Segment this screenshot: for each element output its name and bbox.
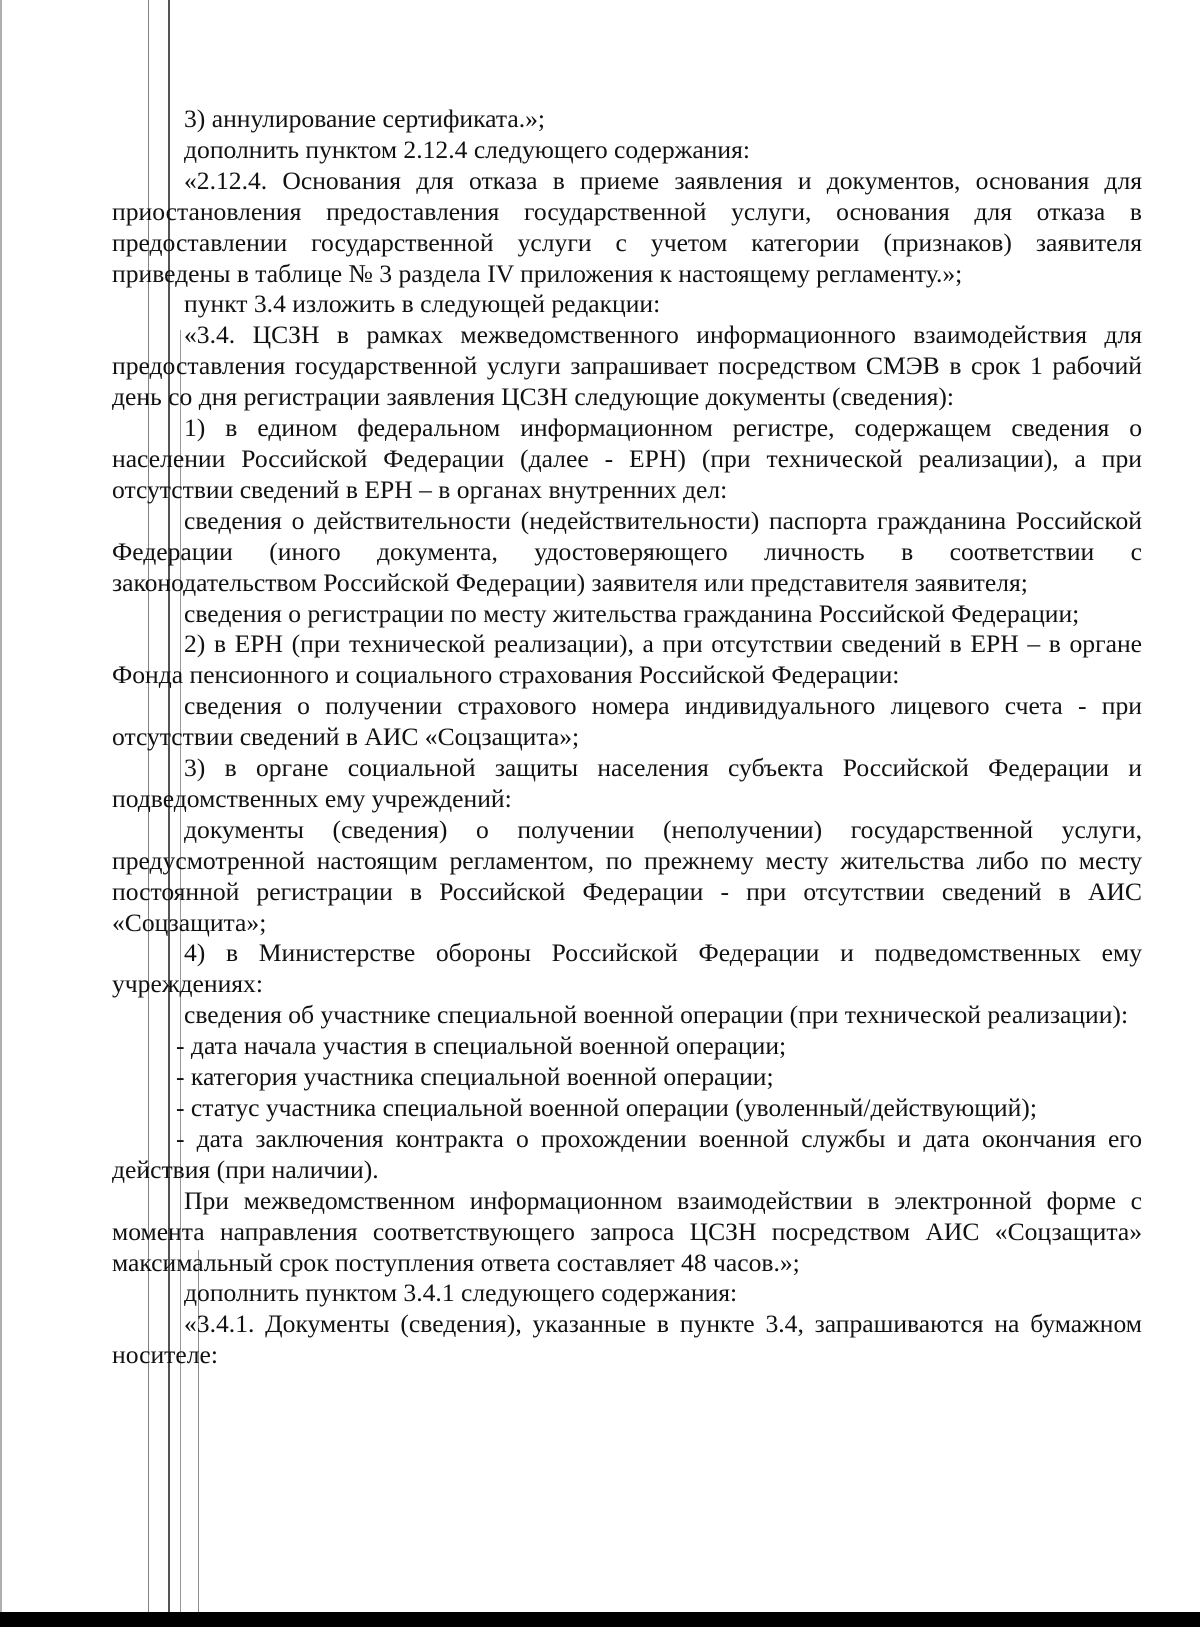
list-item: - дата заключения контракта о прохождении военной службы и дата окончания его действия (при наличии). bbox=[112, 1123, 1142, 1184]
paragraph: сведения о регистрации по месту жительства гражданина Российской Федерации; bbox=[184, 598, 1080, 628]
paragraph: При межведомственном информационном взаимодействии в электронной форме с момента направления соответствующего запроса ЦСЗН посредством АИС «Соцзащита» максимальный срок поступления ответа составляет 48 часов.»; bbox=[112, 1185, 1142, 1277]
paragraph: дополнить пунктом 2.12.4 следующего содержания: bbox=[184, 134, 750, 164]
paragraph: «3.4. ЦСЗН в рамках межведомственного информационного взаимодействия для предоставления государственной услуги запрашивает посредством СМЭВ в срок 1 рабочий день со дня регистрации заявления ЦСЗН следующие документы (сведения): bbox=[112, 320, 1142, 412]
paragraph: сведения о действительности (недействительности) паспорта гражданина Российской Федерации (иного документа, удостоверяющего личность в соответствии с законодательством Российской Федерации) заявителя или представителя заявителя; bbox=[112, 505, 1142, 597]
paragraph: 2) в ЕРН (при технической реализации), а при отсутствии сведений в ЕРН – в органе Фонда пенсионного и социального страхования Российской Федерации: bbox=[112, 629, 1142, 690]
paragraph: документы (сведения) о получении (неполучении) государственной услуги, предусмотренной настоящим регламентом, по прежнему месту жительства либо по месту постоянной регистрации в Российской Федерации - при отсутствии сведений в АИС «Соцзащита»; bbox=[112, 814, 1142, 937]
scan-edge-line bbox=[0, 0, 2, 1627]
paragraph: 1) в едином федеральном информационном регистре, содержащем сведения о населении Российской Федерации (далее - ЕРН) (при технической реализации), а при отсутствии сведений в ЕРН – в органах внутренних дел: bbox=[112, 413, 1142, 504]
paragraph: «2.12.4. Основания для отказа в приеме заявления и документов, основания для приостановления предоставления государственной услуги, основания для отказа в предоставлении государственной услуги с учетом категории (признаков) заявителя приведены в таблице № 3 раздела IV приложения к настоящему регламенту.»; bbox=[112, 165, 1142, 288]
list-item: - категория участника специальной военной операции; bbox=[176, 1062, 774, 1092]
paragraph: сведения об участнике специальной военной операции (при технической реализации): bbox=[184, 1000, 1129, 1030]
paragraph: 3) в органе социальной защиты населения субъекта Российской Федерации и подведомственных ему учреждений: bbox=[112, 753, 1142, 813]
paragraph: дополнить пунктом 3.4.1 следующего содержания: bbox=[184, 1278, 738, 1308]
list-item: - дата начала участия в специальной военной операции; bbox=[176, 1031, 787, 1061]
document-body bbox=[112, 104, 1142, 1371]
paragraph: сведения о получении страхового номера индивидуального лицевого счета - при отсутствии сведений в АИС «Соцзащита»; bbox=[112, 691, 1142, 752]
paragraph: пункт 3.4 изложить в следующей редакции: bbox=[184, 289, 661, 319]
list-item: - статус участника специальной военной операции (уволенный/действующий); bbox=[176, 1093, 1037, 1122]
paragraph: 3) аннулирование сертификата.»; bbox=[184, 104, 546, 133]
paragraph: 4) в Министерстве обороны Российской Федерации и подведомственных ему учреждениях: bbox=[112, 938, 1142, 999]
scan-bottom-band bbox=[0, 1612, 1200, 1627]
paragraph: «3.4.1. Документы (сведения), указанные в пункте 3.4, запрашиваются на бумажном носителе: bbox=[112, 1309, 1142, 1370]
